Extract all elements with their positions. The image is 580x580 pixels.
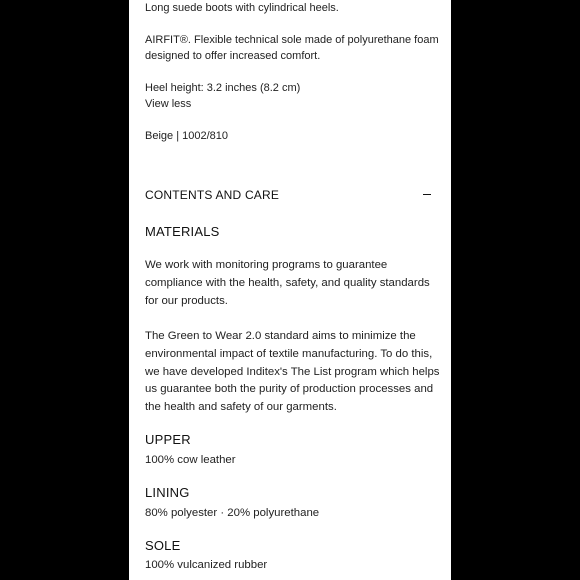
- description-line: Long suede boots with cylindrical heels.: [145, 2, 339, 14]
- view-less-link[interactable]: View less: [145, 98, 192, 110]
- sole-value: 100% vulcanized rubber: [145, 559, 268, 571]
- green-to-wear-paragraph: [145, 328, 440, 417]
- lining-heading: LINING: [145, 485, 190, 500]
- paragraph-line: the health and safety of our garments.: [145, 401, 337, 414]
- color-reference: Beige | 1002/810: [145, 130, 228, 142]
- description-line: AIRFIT®. Flexible technical sole made of polyurethane foam: [145, 34, 439, 46]
- paragraph-line: for our products.: [145, 294, 228, 307]
- contents-and-care-toggle[interactable]: [145, 185, 437, 205]
- sole-heading: SOLE: [145, 538, 181, 553]
- contents-and-care-title: CONTENTS AND CARE: [145, 188, 280, 202]
- description-line: designed to offer increased comfort.: [145, 50, 321, 62]
- paragraph-line: The Green to Wear 2.0 standard aims to minimize the: [145, 330, 416, 342]
- paragraph-line: We work with monitoring programs to guarantee: [145, 259, 388, 271]
- paragraph-line: us guarantee both the purity of production processes and: [145, 383, 434, 396]
- product-detail-screen: [129, 0, 451, 580]
- paragraph-line: compliance with the health, safety, and quality standards: [145, 276, 430, 289]
- heel-height-text: Heel height: 3.2 inches (8.2 cm): [145, 82, 301, 94]
- lining-value: 80% polyester · 20% polyurethane: [145, 507, 320, 519]
- minus-icon: [423, 194, 431, 195]
- paragraph-line: environmental impact of textile manufacturing. To do this,: [145, 347, 433, 360]
- upper-heading: UPPER: [145, 432, 191, 447]
- upper-value: 100% cow leather: [145, 454, 236, 466]
- materials-paragraph: [145, 257, 430, 310]
- paragraph-line: we have developed Inditex's The List program which helps: [145, 365, 440, 378]
- materials-heading: MATERIALS: [145, 224, 220, 239]
